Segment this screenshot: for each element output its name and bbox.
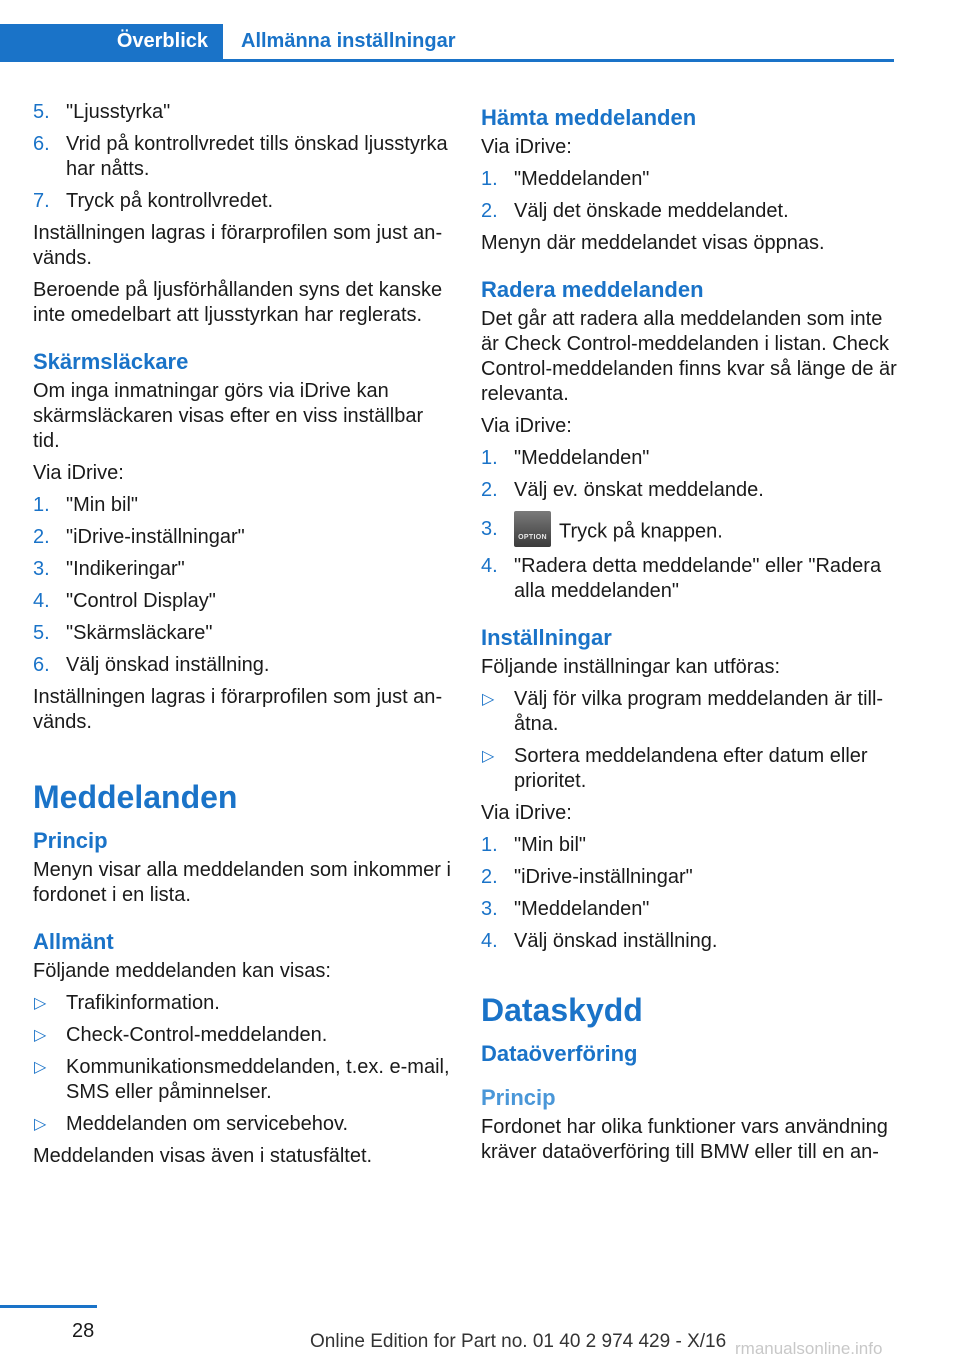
list-item: 7. Tryck på kontrollvredet. [33,190,274,212]
list-item: 6. Välj önskad inställning. [33,654,270,676]
page-number: 28 [72,1320,95,1342]
paragraph: Följande inställningar kan utföras: [481,656,781,678]
tab-general-settings[interactable]: Allmänna inställningar [241,30,456,52]
paragraph: Fordonet har olika funktioner vars användning kräver dataöverföring till BMW eller till en an- [481,1116,888,1163]
footer-rule [0,1305,97,1308]
list-item: ▷ Meddelanden om servicebehov. [34,1113,349,1135]
paragraph: Meddelanden visas även i statusfältet. [33,1145,373,1167]
settings-list [481,687,897,794]
list-item: 5. "Ljusstyrka" [33,101,171,123]
list-item: 3. "Meddelanden" [481,898,650,920]
screensaver-steps [33,493,453,678]
list-item: ▷ Kommunikationsmeddelanden, t.ex. e-mail, SMS eller påminnelser. [34,1056,450,1103]
paragraph: Beroende på ljusförhållanden syns det kanske inte omedelbart att ljusstyrkan har reglerats. [33,279,443,326]
bullet-triangle-icon: ▷ [34,1059,47,1076]
bullet-triangle-icon: ▷ [34,1116,47,1133]
tab-overview[interactable]: Överblick [0,24,223,59]
list-item: 4. "Control Display" [33,590,216,612]
right-column [481,100,897,1172]
heading-general: Allmänt [33,929,114,954]
option-button-icon: OPTION [514,511,551,547]
heading-data-privacy: Dataskydd [481,992,643,1028]
list-item: ▷ Välj för vilka program meddelanden är tillåtna. [482,688,884,735]
list-item: 1. "Meddelanden" [481,447,650,469]
heading-messages: Meddelanden [33,779,238,815]
paragraph: Följande meddelanden kan visas: [33,960,331,982]
message-types-list [33,991,453,1137]
list-item: 2. Välj det önskade meddelandet. [481,200,789,222]
paragraph: Via iDrive: [33,462,124,484]
list-item: 2. "iDrive-inställningar" [33,526,245,548]
list-item: 3. OPTION Tryck på knappen. [481,517,897,547]
settings-steps [481,833,897,954]
paragraph: Om inga inmatningar görs via iDrive kan skärmsläckaren visas efter en viss inställbar tid. [33,380,424,452]
edition-note: Online Edition for Part no. 01 40 2 974 429 - X/16 [310,1331,727,1352]
page-header [0,24,894,62]
list-item: ▷ Check-Control-meddelanden. [34,1024,328,1046]
list-item: 6. Vrid på kontrollvredet tills önskad ljusstyrka har nåtts. [33,133,448,180]
delete-steps [481,446,897,604]
paragraph: Via iDrive: [481,415,572,437]
heading-principle: Princip [33,828,108,853]
paragraph: Via iDrive: [481,802,572,824]
list-item: 1. "Meddelanden" [481,168,650,190]
list-item: 1. "Min bil" [33,494,138,516]
list-item: ▷ Sortera meddelandena efter datum eller prioritet. [482,745,868,792]
fetch-steps [481,167,897,224]
paragraph: Menyn visar alla meddelanden som inkommer i fordonet i en lista. [33,859,451,906]
list-item: 5. "Skärmsläckare" [33,622,213,644]
heading-screensaver: Skärmsläckare [33,349,189,374]
list-item: 4. Välj önskad inställning. [481,930,718,952]
list-item: 1. "Min bil" [481,834,586,856]
bullet-triangle-icon: ▷ [482,691,495,708]
paragraph: Det går att radera alla meddelanden som inte är Check Control-meddelanden i listan. Check Control-meddelanden finns kvar så länge de är relevanta. [481,308,897,405]
heading-fetch-messages: Hämta meddelanden [481,105,697,130]
heading-delete-messages: Radera meddelanden [481,277,704,302]
list-item: 2. Välj ev. önskat meddelande. [481,479,764,501]
list-item: 4. "Radera detta meddelande" eller "Radera alla meddelanden" [481,555,882,602]
bullet-triangle-icon: ▷ [482,748,495,765]
heading-settings: Inställningar [481,625,612,650]
heading-data-transfer: Dataöverföring [481,1041,638,1066]
bullet-triangle-icon: ▷ [34,1027,47,1044]
paragraph: Inställningen lagras i förarprofilen som just används. [33,222,443,269]
list-item: ▷ Trafikinformation. [34,992,220,1014]
paragraph: Menyn där meddelandet visas öppnas. [481,232,825,254]
left-column [33,100,453,1176]
watermark: rmanualsonline.info [735,1339,883,1358]
heading-principle: Princip [481,1085,556,1110]
paragraph: Via iDrive: [481,136,572,158]
bullet-triangle-icon: ▷ [34,995,47,1012]
paragraph: Inställningen lagras i förarprofilen som just används. [33,686,443,733]
list-item: 3. "Indikeringar" [33,558,185,580]
list-item: 2. "iDrive-inställningar" [481,866,693,888]
brightness-steps [33,100,453,214]
